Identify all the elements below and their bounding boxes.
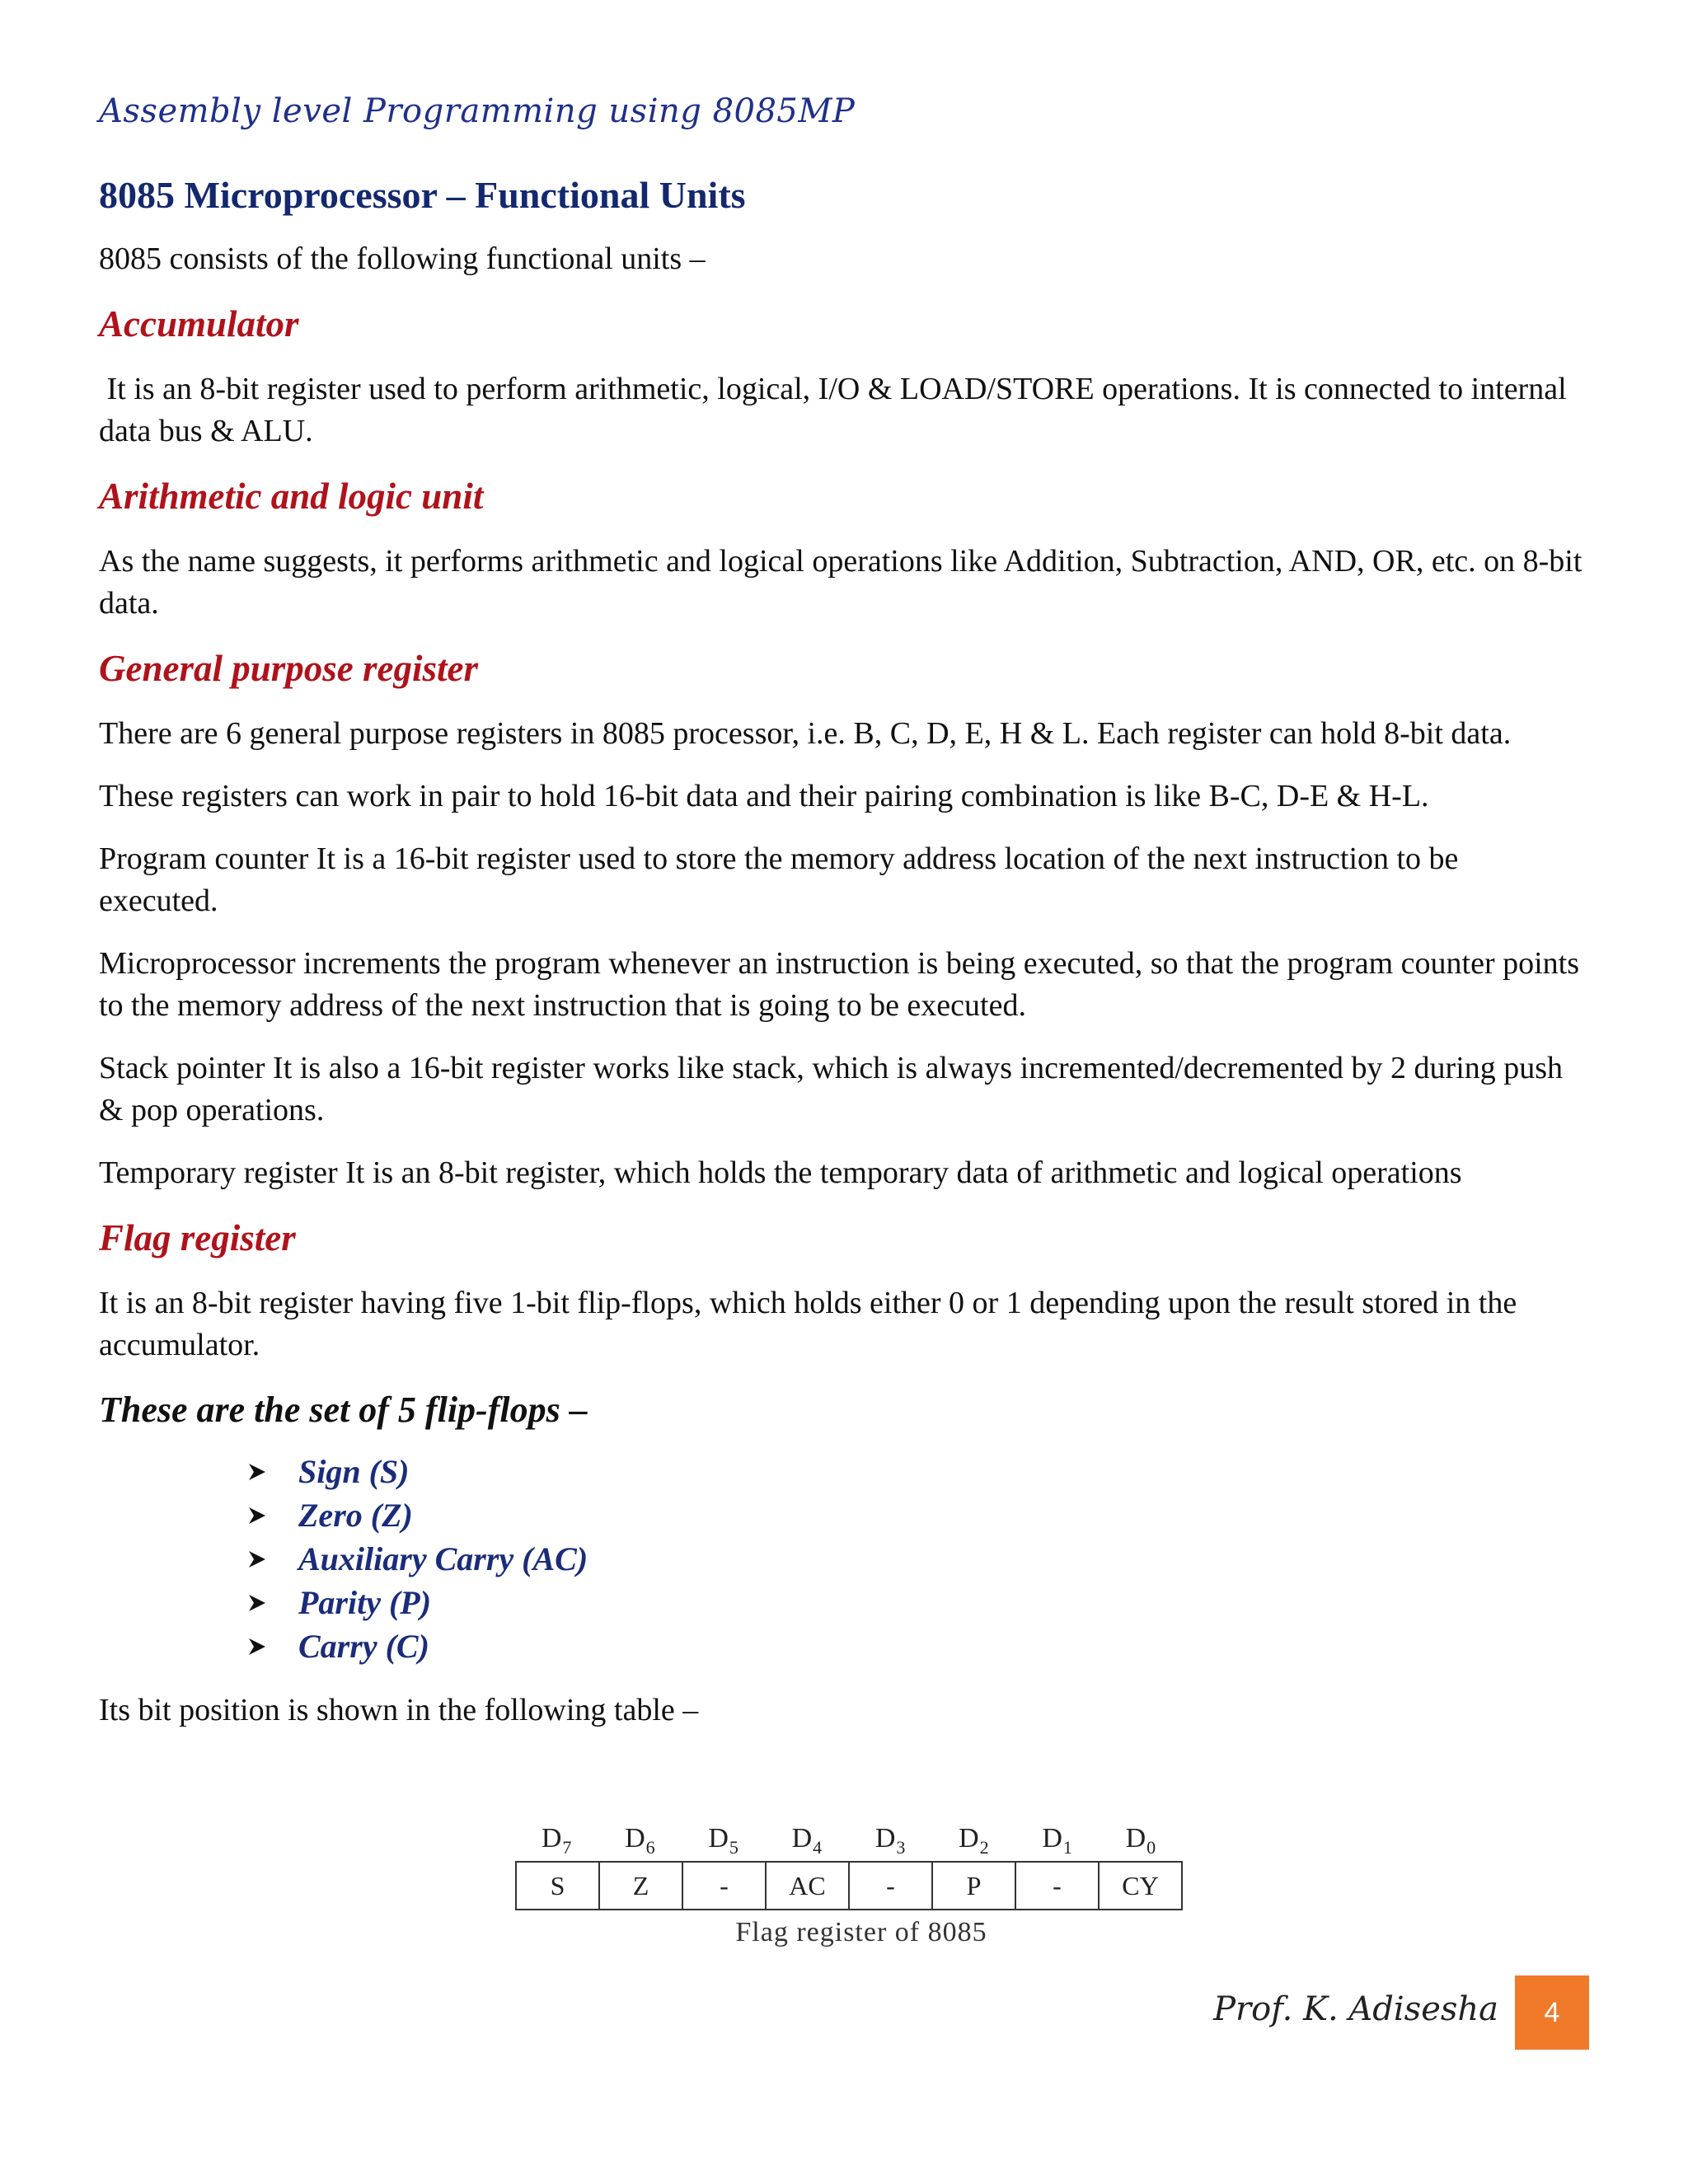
alu-paragraph: As the name suggests, it performs arithmetic and logical operations like Addition, Subtraction, AND, OR, etc. on 8-bit data. <box>99 544 1582 621</box>
arrow-bullet-icon <box>247 1549 267 1569</box>
page-title: 8085 Microprocessor – Functional Units <box>99 174 746 216</box>
arrow-bullet-icon <box>247 1462 267 1482</box>
gpr-paragraph: These registers can work in pair to hold 16-bit data and their pairing combination is like B-C, D-E & H-L. <box>99 779 1429 813</box>
gpr-paragraph: Program counter It is a 16-bit register used to store the memory address location of the next instruction to be executed. <box>99 841 1459 918</box>
arrow-bullet-icon <box>247 1637 267 1657</box>
bit-label-row <box>515 1823 1183 1861</box>
flag-cell: AC <box>767 1863 850 1909</box>
bit-label: $D_0$ <box>1125 1823 1157 1858</box>
bit-label: $D_7$ <box>541 1823 573 1858</box>
flag-cell: Z <box>600 1863 683 1909</box>
flag-register-figure <box>515 1823 1183 1948</box>
section-heading-gpr: General purpose register <box>99 648 478 689</box>
flag-cell: P <box>933 1863 1016 1909</box>
bit-label: $D_2$ <box>959 1823 990 1858</box>
gpr-paragraph: Temporary register It is an 8-bit register, which holds the temporary data of arithmetic and logical operations <box>99 1155 1462 1190</box>
list-item: Parity (P) <box>247 1581 1582 1624</box>
section-heading-alu: Arithmetic and logic unit <box>99 476 484 517</box>
flip-flop-list <box>99 1450 1582 1668</box>
flip-flops-subheading: These are the set of 5 flip-flops – <box>99 1390 588 1430</box>
section-heading-flag: Flag register <box>99 1217 296 1258</box>
footer-author: Prof. K. Adisesha <box>1213 1990 1498 2028</box>
figure-caption: Flag register of 8085 <box>735 1917 987 1947</box>
flag-cell: - <box>683 1863 767 1909</box>
bit-label: $D_6$ <box>625 1823 656 1858</box>
bit-label: $D_1$ <box>1042 1823 1073 1858</box>
running-header: Assembly level Programming using 8085MP <box>99 92 856 130</box>
bit-label: $D_3$ <box>874 1823 907 1858</box>
flag-cell: CY <box>1122 1870 1159 1900</box>
accumulator-paragraph: It is an 8-bit register used to perform arithmetic, logical, I/O & LOAD/STORE operations. It is connected to internal data bus & ALU. <box>99 372 1575 448</box>
intro-paragraph: 8085 consists of the following functional units – <box>99 241 706 276</box>
bit-label: $D_5$ <box>708 1823 739 1858</box>
list-item: Zero (Z) <box>247 1493 1582 1537</box>
flag-cell: - <box>850 1863 933 1909</box>
arrow-bullet-icon <box>247 1506 267 1526</box>
flag-cell: - <box>1016 1863 1100 1909</box>
gpr-paragraph: There are 6 general purpose registers in 8085 processor, i.e. B, C, D, E, H & L. Each register can hold 8-bit data. <box>99 716 1512 751</box>
gpr-paragraph: Microprocessor increments the program whenever an instruction is being executed, so that the program counter points to the memory address of the next instruction that is going to be executed. <box>99 946 1580 1023</box>
page-number-badge: 4 <box>1515 1975 1589 2050</box>
flag-cell: S <box>517 1863 600 1909</box>
table-intro: Its bit position is shown in the following table – <box>99 1693 699 1727</box>
page-content <box>99 173 1582 1752</box>
arrow-bullet-icon <box>247 1593 267 1613</box>
gpr-paragraph: Stack pointer It is also a 16-bit register works like stack, which is always incremented/decremented by 2 during push & pop operations. <box>99 1051 1564 1127</box>
list-item: Sign (S) <box>247 1450 1582 1493</box>
list-item: Carry (C) <box>247 1624 1582 1668</box>
bit-label: $D_4$ <box>791 1823 823 1858</box>
flag-paragraph: It is an 8-bit register having five 1-bit flip-flops, which holds either 0 or 1 depending upon the result stored in the accumulator. <box>99 1286 1517 1362</box>
section-heading-accumulator: Accumulator <box>99 303 299 344</box>
flag-cells-row <box>515 1861 1183 1910</box>
list-item: Auxiliary Carry (AC) <box>247 1537 1582 1581</box>
